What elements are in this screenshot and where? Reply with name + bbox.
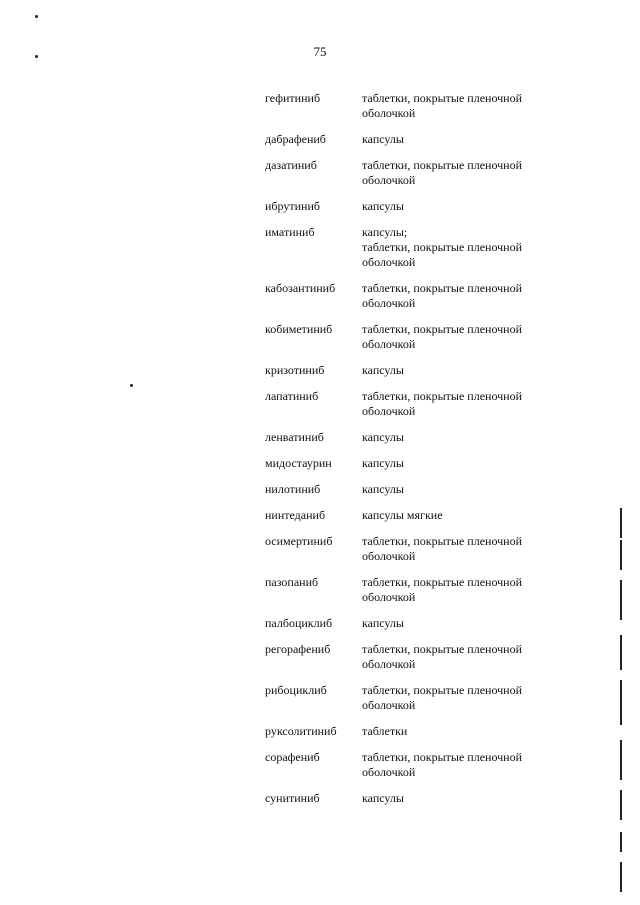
dosage-form: капсулы [362,791,404,805]
dosage-form: таблетки, покрытые пленочной оболочкой [362,534,523,563]
drug-name: кобиметиниб [265,322,333,336]
drug-name: сорафениб [265,750,320,764]
dosage-form: таблетки [362,724,408,738]
drug-name: ленватиниб [265,430,324,444]
margin-mark [620,635,622,670]
dosage-form: капсулы [362,430,404,444]
margin-mark [620,580,622,620]
margin-mark [620,832,622,852]
drug-name: регорафениб [265,642,331,656]
drug-name: ибрутиниб [265,199,320,213]
margin-mark [620,680,622,725]
drug-name: осимертиниб [265,534,333,548]
dosage-form: капсулы [362,456,404,470]
margin-mark [620,790,622,820]
dosage-form: таблетки, покрытые пленочной оболочкой [362,683,523,712]
dosage-form: капсулы [362,616,404,630]
drug-name: кабозантиниб [265,281,336,295]
dosage-form: таблетки, покрытые пленочной оболочкой [362,281,523,310]
dosage-form: капсулы мягкие [362,508,443,522]
scan-mark [130,384,133,387]
drug-name: пазопаниб [265,575,319,589]
scan-mark [35,15,38,18]
drug-name: палбоциклиб [265,616,333,630]
drug-name: нинтеданиб [265,508,326,522]
drug-name: лапатиниб [265,389,319,403]
dosage-form: таблетки, покрытые пленочной оболочкой [362,389,523,418]
page-number: 75 [313,44,327,59]
drug-name: нилотиниб [265,482,321,496]
drug-name: дабрафениб [265,132,326,146]
dosage-form: таблетки, покрытые пленочной оболочкой [362,91,523,120]
dosage-form: капсулы; таблетки, покрытые пленочной оболочкой [362,225,523,269]
dosage-form: капсулы [362,199,404,213]
drug-name: гефитиниб [265,91,321,105]
dosage-form: таблетки, покрытые пленочной оболочкой [362,158,523,187]
margin-mark [620,508,622,538]
margin-mark [620,740,622,780]
dosage-form: капсулы [362,363,404,377]
margin-mark [620,862,622,892]
margin-mark [620,540,622,570]
drug-name: мидостаурин [265,456,332,470]
drug-table [265,91,555,817]
drug-name: руксолитиниб [265,724,337,738]
drug-name: сунитиниб [265,791,320,805]
drug-name: рибоциклиб [265,683,327,697]
drug-name: кризотиниб [265,363,325,377]
dosage-form: таблетки, покрытые пленочной оболочкой [362,642,523,671]
drug-name: иматиниб [265,225,315,239]
dosage-form: капсулы [362,132,404,146]
dosage-form: таблетки, покрытые пленочной оболочкой [362,750,523,779]
dosage-form: таблетки, покрытые пленочной оболочкой [362,575,523,604]
dosage-form: таблетки, покрытые пленочной оболочкой [362,322,523,351]
drug-name: дазатиниб [265,158,317,172]
dosage-form: капсулы [362,482,404,496]
